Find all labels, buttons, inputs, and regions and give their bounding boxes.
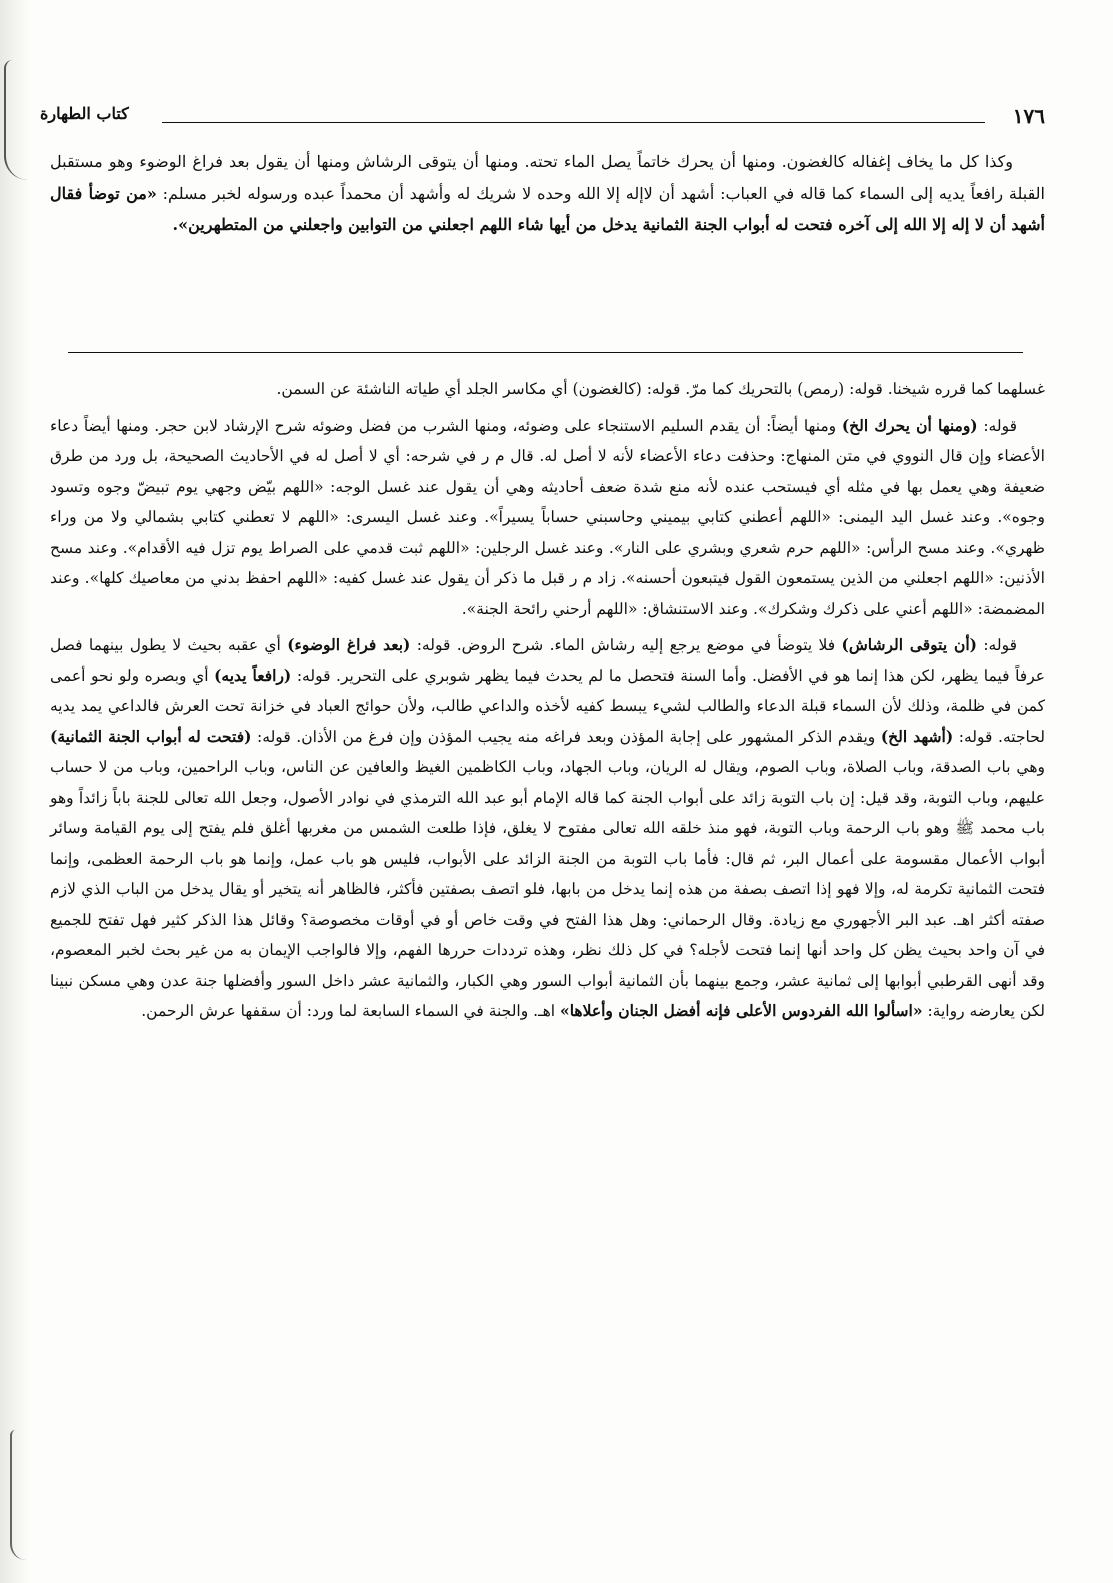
footnote-separator	[68, 352, 1023, 353]
footnote-keyword: (أن يتوقى الرشاش)	[841, 635, 977, 654]
margin-scribble-bottom	[10, 1430, 26, 1560]
footnote-keyword: (فتحت له أبواب الجنة الثمانية)	[50, 726, 252, 746]
footnote-paragraph	[50, 374, 1045, 405]
footnote-paragraph	[50, 411, 1045, 625]
main-text-hadith: «من توضأ فقال أشهد أن لا إله إلا الله إلى آخره فتحت له أبواب الجنة الثمانية يدخل من أيها شاء اللهم اجعلني من التوابين واجعلني من المتطهرين».	[50, 183, 1045, 234]
footnote-keyword: (أشهد الخ)	[880, 726, 954, 746]
footnote-segment: وهي باب الصدقة، وباب الصلاة، وباب الصوم، ويقال له الريان، وباب الجهاد، وباب الكاظمين الغيظ والعافين عن الناس، وباب الراحمين، وباب من لا حساب عليهم، وباب التوبة، وقد قيل: إن باب التوبة زائد على أبواب الجنة كما قاله الإمام أبو عبد الله الترمذي في نوادر الأصول، وجعل الله تعالى للجنة باباً زائداً وهو باب محمد ﷺ وهو باب الرحمة وباب التوبة، فهو منذ خلقه الله تعالى مفتوح لا يغلق، فإذا طلعت الشمس من مغربها أغلق فلم يفتح إلى يوم القيامة وسائر أبواب الأعمال مقسومة على أعمال البر، ثم قال: فأما باب التوبة من الجنة الزائد على الأبواب، فليس هو باب عمل، وإنما هو باب الرحمة العظمى، وإنما فتحت الثمانية تكرمة له، وإلا فهو إذا اتصف بصفة من هذه إنما يدخل من بابها، فلو اتصف بصفتين فأكثر، فالظاهر أنه يتخير أو يقال يدخل من الباب الذي لازم صفته أكثر اهـ. عبد البر الأجهوري مع زيادة. وقال الرحماني: وهل هذا الفتح في وقت خاص أو في أوقات مخصوصة؟ وقائل هذا الذكر كثير فهل تفتح للجميع في آن واحد بحيث يظن كل واحد أنها إنما فتحت لأجله؟ في كل ذلك نظر، وهذه ترددات حررها الفهم، وإلا فالواجب الإيمان به من غير بحث لخبر المعصوم، وقد أنهى القرطبي أبوابها إلى ثمانية عشر، وجمع بينهما بأن الثمانية أبواب السور وهي الكبار، والثمانية عشر داخل السور وأفضلها جنة عدن وهي مسكن نبينا لكن يعارضه رواية:	[50, 758, 1045, 1020]
footnote-segment: غسلهما كما قرره شيخنا. قوله: (رمص) بالتحريك كما مرّ. قوله: (كالغضون) أي مكاسر الجلد أي طياته الناشئة عن السمن.	[276, 380, 1045, 398]
header-rule	[162, 122, 985, 123]
footnote-keyword: «اسألوا الله الفردوس الأعلى فإنه أفضل الجنان وأعلاها»	[560, 1001, 923, 1020]
footnote-segment: فلا يتوضأ في موضع يرجع إليه رشاش الماء. شرح الروض. قوله:	[410, 636, 842, 654]
main-paragraph	[50, 146, 1045, 241]
footnote-segment: قوله:	[977, 416, 1018, 435]
footnote-segment: قوله:	[977, 636, 1017, 654]
margin-scribble-top	[4, 60, 28, 180]
footnote-keyword: (ومنها أن يحرك الخ)	[841, 415, 978, 435]
footnote-segment: أي وبصره ولو نحو أعمى كمن في ظلمة، وذلك لأن السماء قبلة الدعاء والطالب لشيء يبسط كفيه لأخذه والداعي طالب، ولأن حوائج العباد في خزانة تحت العرش فالداعي يمد يديه لحاجته. قوله:	[50, 666, 1045, 746]
footnote-segment: اهـ. والجنة في السماء السابعة لما ورد: أن سقفها عرش الرحمن.	[141, 1002, 561, 1020]
footnote-segment: ومنها أيضاً: أن يقدم السليم الاستنجاء على وضوئه، ومنها الشرب من فضل وضوئه شرح الإرشاد لابن حجر. ومنها أيضاً دعاء الأعضاء وإن قال النووي في متن المنهاج: وحذفت دعاء الأعضاء لأنه لا أصل له. قال م ر في شرحه: أي لا أصل له في الأحاديث الصحيحة، بل ورد من طرق ضعيفة وهي يعمل بها في مثله أي فيستحب عنده لأنه منع شدة ضعف أحاديثه وهي أن يقول عند غسل الوجه: «اللهم بيّض وجهي يوم تبيضّ وجوه وتسود وجوه». وعند غسل اليد اليمنى: «اللهم أعطني كتابي بيميني وحاسبني حساباً يسيراً». وعند غسل اليسرى: «اللهم لا تعطني كتابي بشمالي ولا من وراء ظهري». وعند مسح الرأس: «اللهم حرم شعري وبشري على النار». وعند غسل الرجلين: «اللهم ثبت قدمي على الصراط يوم تزل فيه الأقدام». وعند مسح الأذنين: «اللهم اجعلني من الذين يستمعون القول فيتبعون أحسنه». زاد م ر قبل ما ذكر أن يقول عند غسل كفيه: «اللهم احفظ بدني من معاصيك كلها». وعند المضمضة: «اللهم أعني على ذكرك وشكرك». وعند الاستنشاق: «اللهم أرحني رائحة الجنة».	[50, 416, 1045, 618]
footnote-keyword: (رافعاً يديه)	[214, 665, 292, 685]
main-text	[50, 146, 1045, 241]
main-text-part1: وكذا كل ما يخاف إغفاله كالغضون. ومنها أن يحرك خاتماً يصل الماء تحته. ومنها أن يتوقى الرشاش ومنها أن يقول بعد فراغ الوضوء وهو مستقبل القبلة رافعاً يديه إلى السماء كما قاله في العباب: أشهد أن لاإله إلا الله وحده لا شريك له وأشهد أن محمداً عبده ورسوله لخبر مسلم:	[50, 152, 1045, 203]
book-title: كتاب الطهارة	[40, 104, 129, 123]
footnotes	[50, 374, 1045, 1033]
footnote-segment: أي عقبه بحيث لا يطول بينهما فصل عرفاً فيما يظهر، لكن هذا إنما هو في الأفضل. وأما السنة فتحصل ما لم يحدث فيما يظهر شوبري على التحرير. قوله:	[50, 636, 1045, 685]
footnote-keyword: (بعد فراغ الوضوء)	[287, 635, 411, 654]
footnote-segment: ويقدم الذكر المشهور على إجابة المؤذن وبعد فراغه منه يجيب المؤذن وإن فرغ من الأذان. قوله:	[251, 727, 881, 746]
page-number: ١٧٦	[1012, 104, 1045, 128]
page-edge	[0, 0, 30, 1583]
page-header	[40, 104, 1045, 132]
footnote-paragraph	[50, 630, 1045, 1027]
